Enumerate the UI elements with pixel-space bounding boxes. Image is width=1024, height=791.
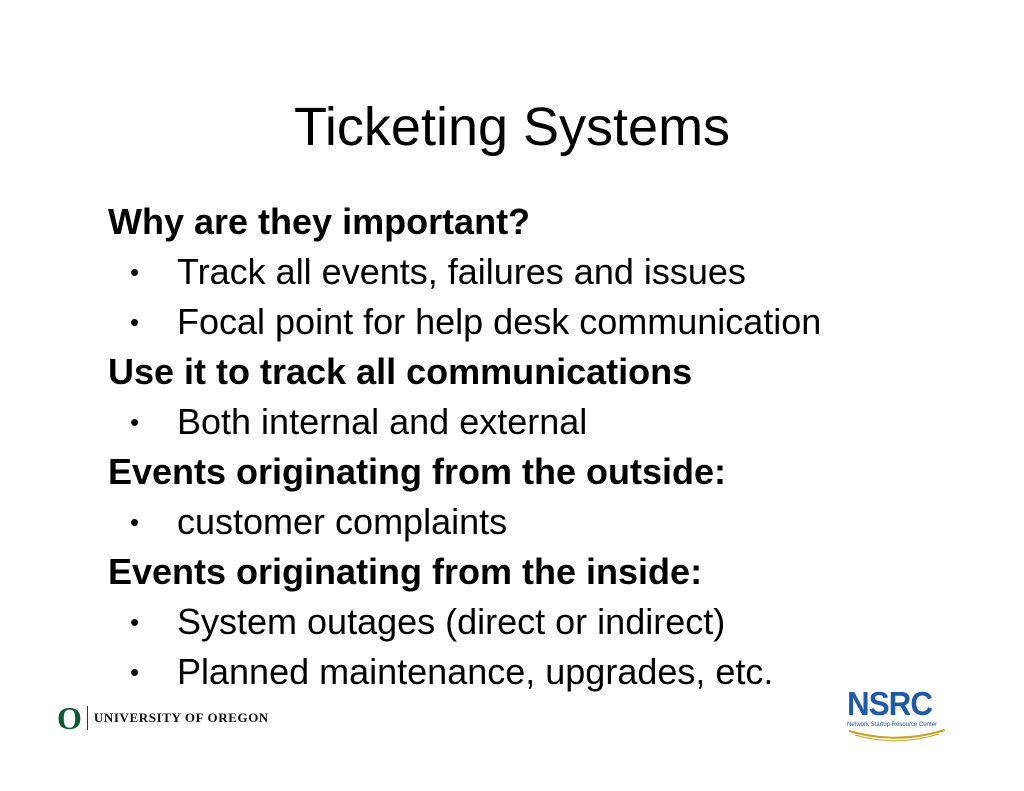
bullet-list-importance [108,247,1008,347]
nsrc-swoosh-icon [847,727,947,743]
nsrc-logo [847,687,947,743]
section-heading-communications: Use it to track all communications [108,351,693,392]
bullet-icon: • [130,257,140,287]
bullet-icon: • [130,507,140,537]
bullet-text: Track all events, failures and issues [177,251,746,292]
nsrc-mark: NSRC [847,685,933,722]
nsrc-subtitle: Network Startup Resource Center [847,722,938,728]
uo-o-mark-icon: O [57,700,82,736]
bullet-icon: • [130,407,140,437]
uo-logo-text: UNIVERSITY OF OREGON [93,710,269,725]
bullet-item [108,497,1008,547]
bullet-item [108,597,1008,647]
slide-title: Ticketing Systems [293,97,731,157]
bullet-icon: • [130,307,140,337]
bullet-text: Both internal and external [177,401,588,442]
university-of-oregon-logo [57,700,269,736]
bullet-item [108,297,1008,347]
bullet-text: customer complaints [177,501,508,542]
slide-content [108,197,1008,697]
bullet-icon: • [130,607,140,637]
bullet-text: System outages (direct or indirect) [177,601,726,642]
bullet-list-outside-events [108,497,1008,547]
bullet-list-inside-events [108,597,1008,697]
bullet-text: Focal point for help desk communication [177,301,822,342]
section-heading-inside-events: Events originating from the inside: [108,551,703,592]
bullet-list-communications [108,397,1008,447]
bullet-icon: • [130,657,140,687]
bullet-item [108,247,1008,297]
section-heading-outside-events: Events originating from the outside: [108,451,727,492]
section-heading-importance: Why are they important? [108,201,531,242]
bullet-item [108,397,1008,447]
logo-divider [87,706,88,730]
bullet-text: Planned maintenance, upgrades, etc. [177,651,774,692]
